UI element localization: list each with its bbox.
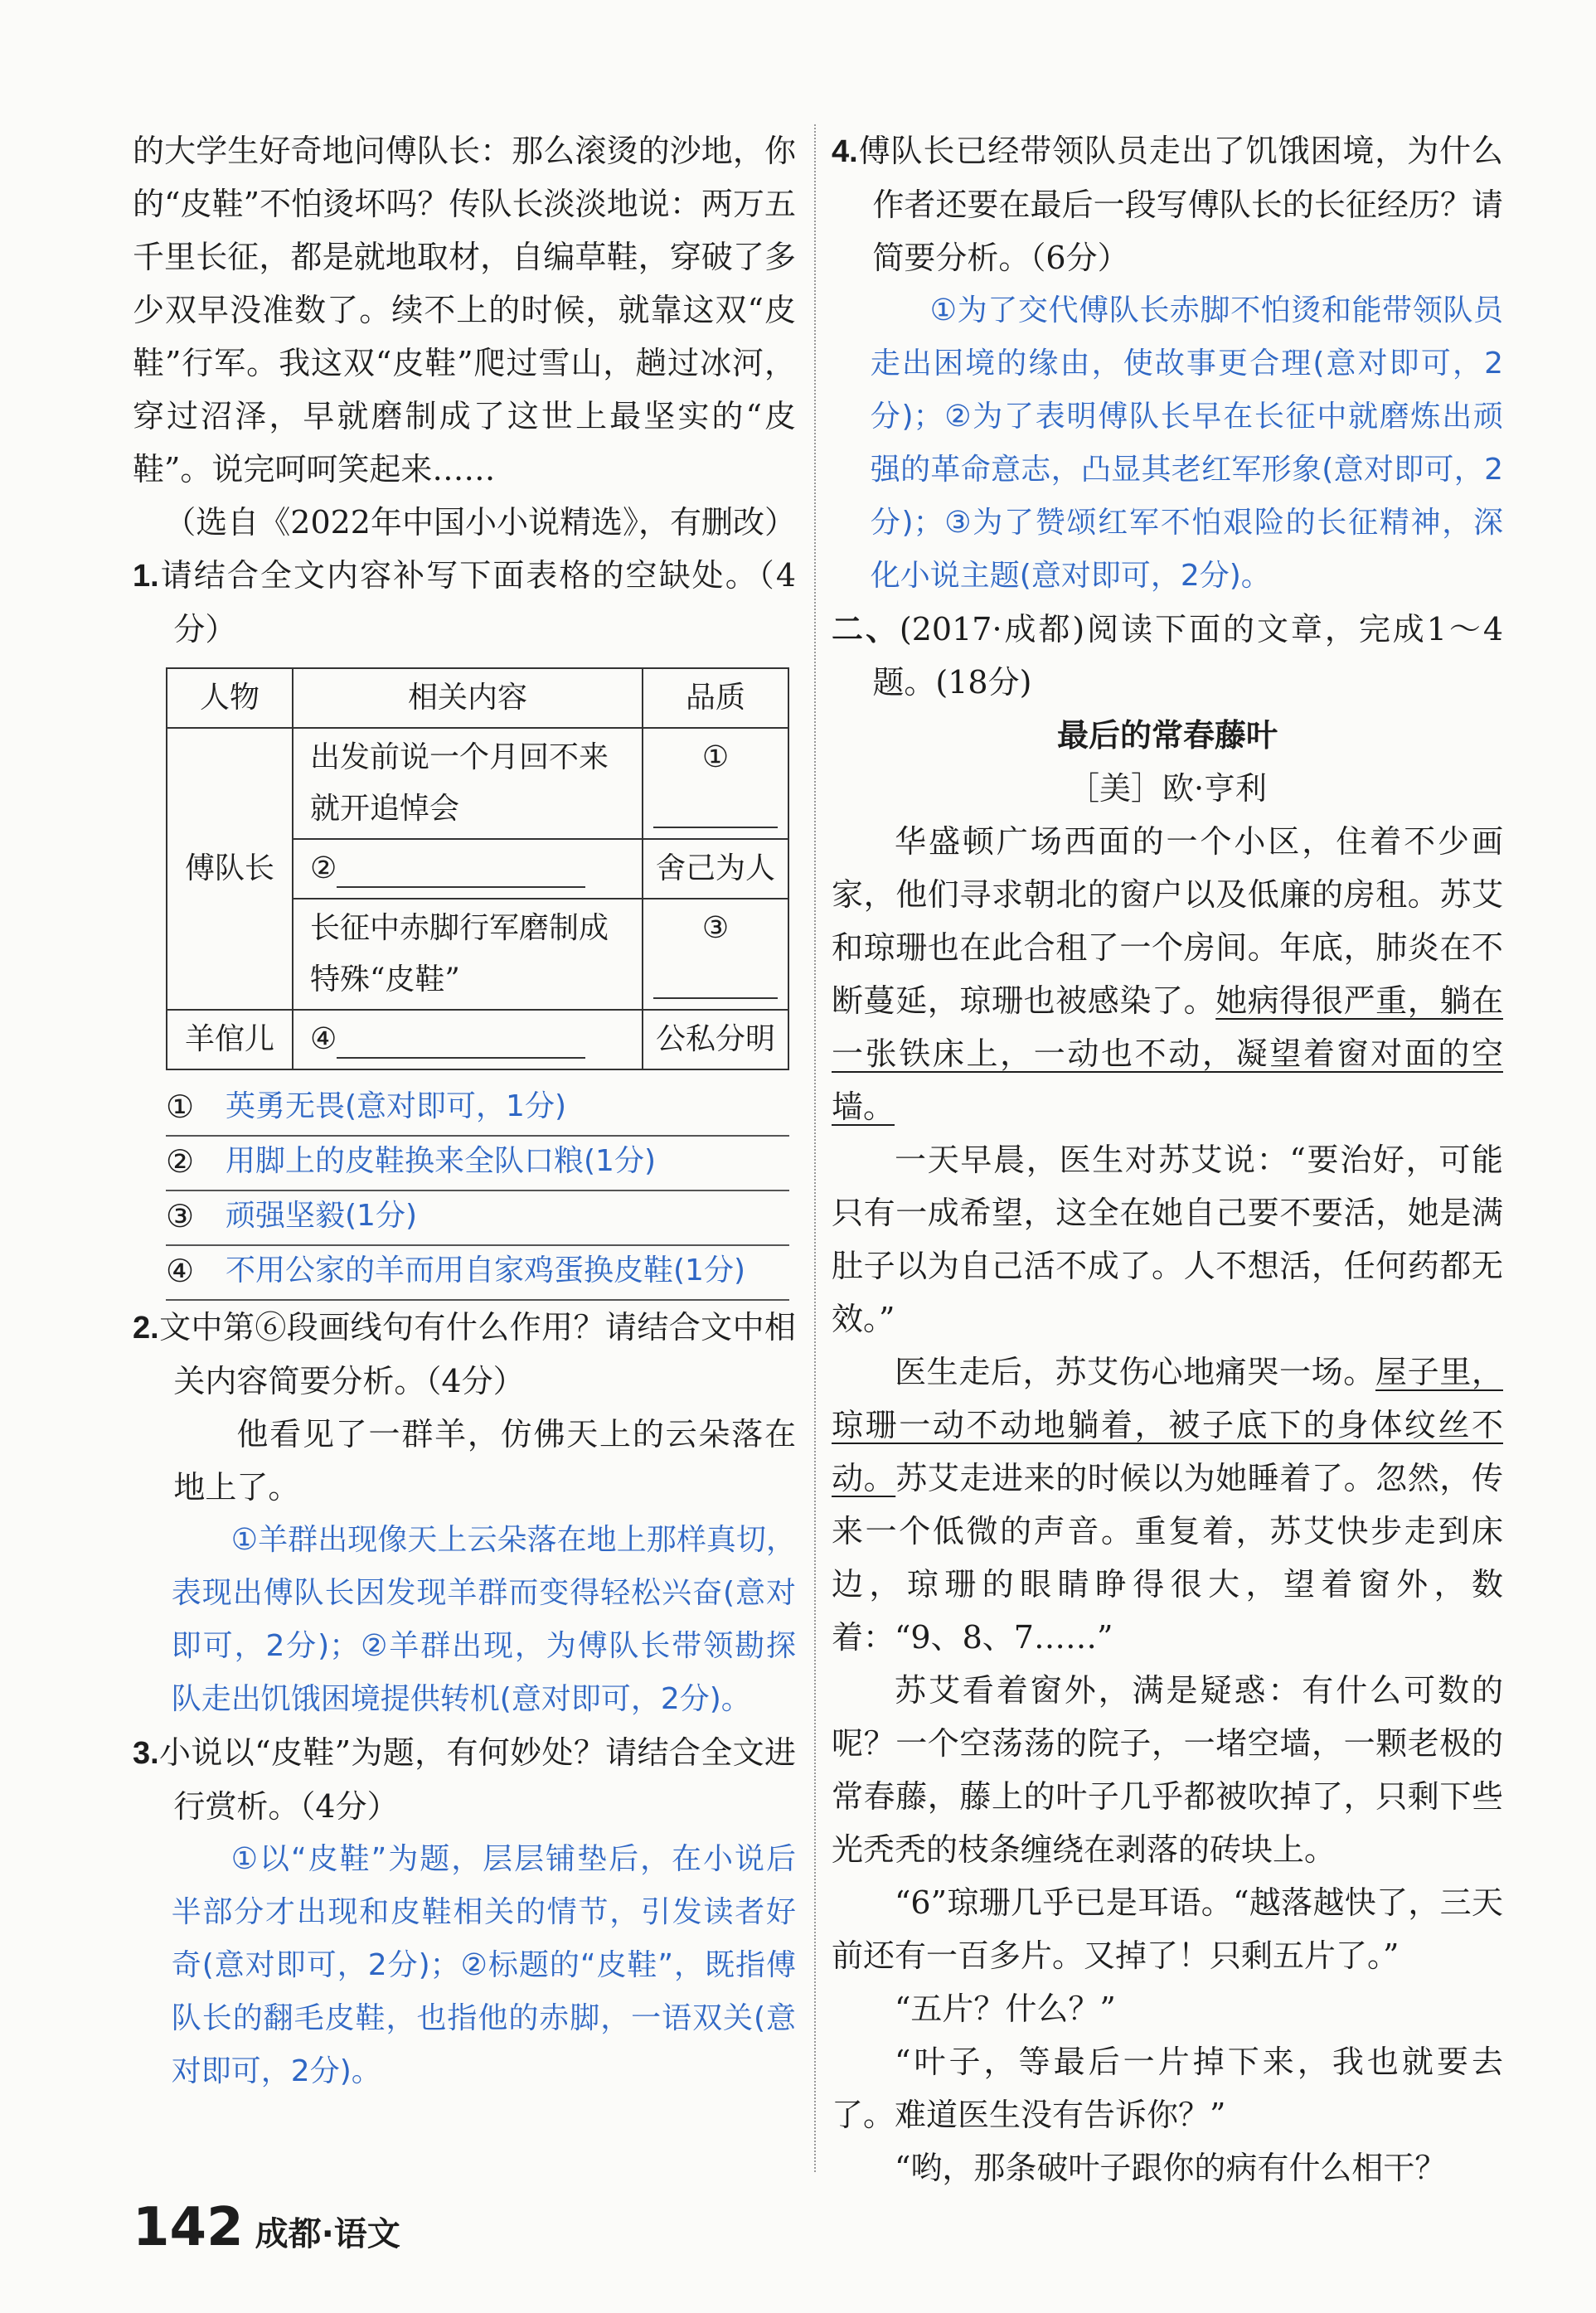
- question-3-number: 3.: [133, 1736, 159, 1771]
- blank-label-4: ④: [310, 1022, 337, 1056]
- question-2-quote: 他看见了一群羊，仿佛天上的云朵落在地上了。: [173, 1416, 796, 1506]
- table-row4-content: [293, 1010, 643, 1069]
- table-row: [167, 728, 788, 839]
- p3-underlined-sentence: 屋子里，琼珊一动不动地躺着，被子底下的身体纹丝不动。: [832, 1354, 1503, 1496]
- question-3-text: 小说以“皮鞋”为题，有何妙处？请结合全文进行赏析。（4分）: [158, 1734, 796, 1825]
- story-tail: 的大学生好奇地问傅队长：那么滚烫的沙地，你的“皮鞋”不怕烫坏吗？传队长淡淡地说：两万五千里长征，都是就地取材，自编草鞋，穿破了多少双早没准数了。续不上的时候，就靠这双“皮鞋”行军。我这双“皮鞋”爬过雪山，趟过冰河，穿过沼泽，早就磨制成了这世上最坚实的“皮鞋”。说完呵呵笑起来……: [133, 133, 796, 487]
- section-2-label: 二、: [832, 610, 900, 647]
- table-row4-quality: 公私分明: [643, 1010, 788, 1069]
- table-header-quality: 品质: [643, 668, 788, 728]
- question-4-answer: ①为了交代傅队长赤脚不怕烫和能带领队员走出困境的缘由，使故事更合理(意对即可，2分)；②为了表明傅队长早在长征中就磨炼出顽强的革命意志，凸显其老红军形象(意对即可，2分)；③为了赞颂红军不怕艰险的长征精神，深化小说主题(意对即可，2分)。: [870, 293, 1503, 593]
- question-4: [832, 124, 1503, 284]
- question-1-text: 请结合全文内容补写下面表格的空缺处。（4分）: [158, 557, 796, 647]
- blank-label-3: ③: [701, 911, 730, 945]
- table-row3-content: 长征中赤脚行军磨制成特殊“皮鞋”: [293, 899, 643, 1010]
- question-1-table: [166, 667, 789, 1070]
- page-number: 142: [133, 2197, 244, 2258]
- source-note: （选自《2022年中国小小说精选》，有删改）: [164, 504, 796, 541]
- table-header-row: [167, 668, 788, 728]
- right-column: [832, 124, 1503, 2194]
- question-3-answer: ①以“皮鞋”为题，层层铺垫后，在小说后半部分才出现和皮鞋相关的情节，引发读者好奇(意对即可，2分)；②标题的“皮鞋”，既指傅队长的翻毛皮鞋，也指他的赤脚，一语双关(意对即可，2分)。: [171, 1842, 796, 2088]
- question-2-text: 文中第⑥段画线句有什么作用？请结合文中相关内容简要分析。（4分）: [158, 1309, 796, 1399]
- q1-answer-text: 用脚上的皮鞋换来全队口粮(1分): [226, 1144, 656, 1178]
- section-2-text: (2017·成都)阅读下面的文章，完成1～4题。(18分): [872, 611, 1503, 701]
- article-author: ［美］欧·亨利: [1067, 770, 1268, 807]
- p3-text-b: 苏艾走进来的时候以为她睡着了。忽然，传来一个低微的声音。重复着，苏艾快步走到床边，琼珊的眼睛睁得很大，望着窗外，数着：“9、8、7……”: [832, 1460, 1503, 1656]
- article-paragraph-4: 苏艾看着窗外，满是疑惑：有什么可数的呢？一个空荡荡的院子，一堵空墙，一颗老极的常春藤，藤上的叶子几乎都被吹掉了，只剩下些光秃秃的枝条缠绕在剥落的砖块上。: [832, 1672, 1503, 1868]
- question-2: [133, 1301, 796, 1408]
- q1-answer-text: 顽强坚毅(1分): [226, 1199, 417, 1233]
- question-3: [133, 1726, 796, 1833]
- article-paragraph-1: [832, 815, 1503, 1133]
- blank-label-1: ①: [701, 740, 730, 774]
- table-row1-content: 出发前说一个月回不来就开追悼会: [293, 728, 643, 839]
- q1-answer-text: 英勇无畏(意对即可，1分): [226, 1089, 566, 1123]
- table-header-person: 人物: [167, 668, 293, 728]
- blank-3: [653, 964, 778, 999]
- column-divider: [814, 124, 816, 2172]
- table-person-shepherd: 羊倌儿: [167, 1010, 293, 1069]
- q1-answer-line-4: [166, 1246, 789, 1301]
- blank-4: [337, 1024, 585, 1059]
- question-1: [133, 549, 796, 656]
- table-row3-quality: [643, 899, 788, 1010]
- page-footer: [133, 2197, 400, 2258]
- footer-label: 成都·语文: [255, 2215, 400, 2253]
- table-row1-quality: [643, 728, 788, 839]
- blank-label-2: ②: [310, 851, 337, 885]
- q1-answer-marker: ①: [166, 1089, 195, 1125]
- q1-answer-marker: ④: [166, 1253, 195, 1289]
- article-paragraph-2: 一天早晨，医生对苏艾说：“要治好，可能只有一成希望，这全在她自己要不要活，她是满肚子以为自己活不成了。人不想活，任何药都无效。”: [832, 1142, 1503, 1337]
- q1-answer-line-2: [166, 1137, 789, 1191]
- table-row: [167, 1010, 788, 1069]
- table-row2-content: [293, 839, 643, 899]
- table-row2-quality: 舍己为人: [643, 839, 788, 899]
- article-title: 最后的常春藤叶: [1056, 717, 1278, 754]
- article-paragraph-5: “6”琼珊几乎已是耳语。“越落越快了，三天前还有一百多片。又掉了！只剩五片了。”: [832, 1884, 1503, 1974]
- q1-answer-text: 不用公家的羊而用自家鸡蛋换皮鞋(1分): [226, 1253, 745, 1287]
- question-1-number: 1.: [133, 559, 159, 594]
- question-4-text: 傅队长已经带领队员走出了饥饿困境，为什么作者还要在最后一段写傅队长的长征经历？请简要分析。（6分）: [857, 133, 1503, 276]
- question-2-number: 2.: [133, 1311, 159, 1346]
- q1-answer-marker: ②: [166, 1143, 195, 1180]
- article-paragraph-3: [832, 1346, 1503, 1664]
- blank-2: [337, 853, 585, 888]
- question-4-number: 4.: [832, 134, 858, 169]
- q1-answer-line-3: [166, 1191, 789, 1246]
- table-header-content: 相关内容: [293, 668, 643, 728]
- article-paragraph-6: “五片？什么？”: [895, 1991, 1116, 2027]
- table-person-fu: 傅队长: [167, 728, 293, 1010]
- p3-text-a: 医生走后，苏艾伤心地痛哭一场。: [895, 1354, 1375, 1390]
- article-paragraph-8: “哟，那条破叶子跟你的病有什么相干？: [895, 2150, 1447, 2186]
- section-2-heading: [832, 603, 1503, 709]
- q1-answer-line-1: [166, 1082, 789, 1137]
- blank-1: [653, 793, 778, 828]
- p1-underlined-sentence: 她病得很严重，躺在一张铁床上，一动也不动，凝望着窗对面的空墙。: [832, 982, 1503, 1125]
- p1-text: 华盛顿广场西面的一个小区，住着不少画家，他们寻求朝北的窗户以及低廉的房租。苏艾和琼珊也在此合租了一个房间。年底，肺炎在不断蔓延，琼珊也被感染了。: [832, 823, 1503, 1019]
- left-column: [133, 124, 796, 2098]
- question-2-answer: ①羊群出现像天上云朵落在地上那样真切，表现出傅队长因发现羊群而变得轻松兴奋(意对即可，2分)；②羊群出现，为傅队长带领勘探队走出饥饿困境提供转机(意对即可，2分)。: [171, 1523, 796, 1716]
- article-paragraph-7: “叶子，等最后一片掉下来，我也就要去了。难道医生没有告诉你？”: [832, 2044, 1503, 2133]
- q1-answer-marker: ③: [166, 1198, 195, 1234]
